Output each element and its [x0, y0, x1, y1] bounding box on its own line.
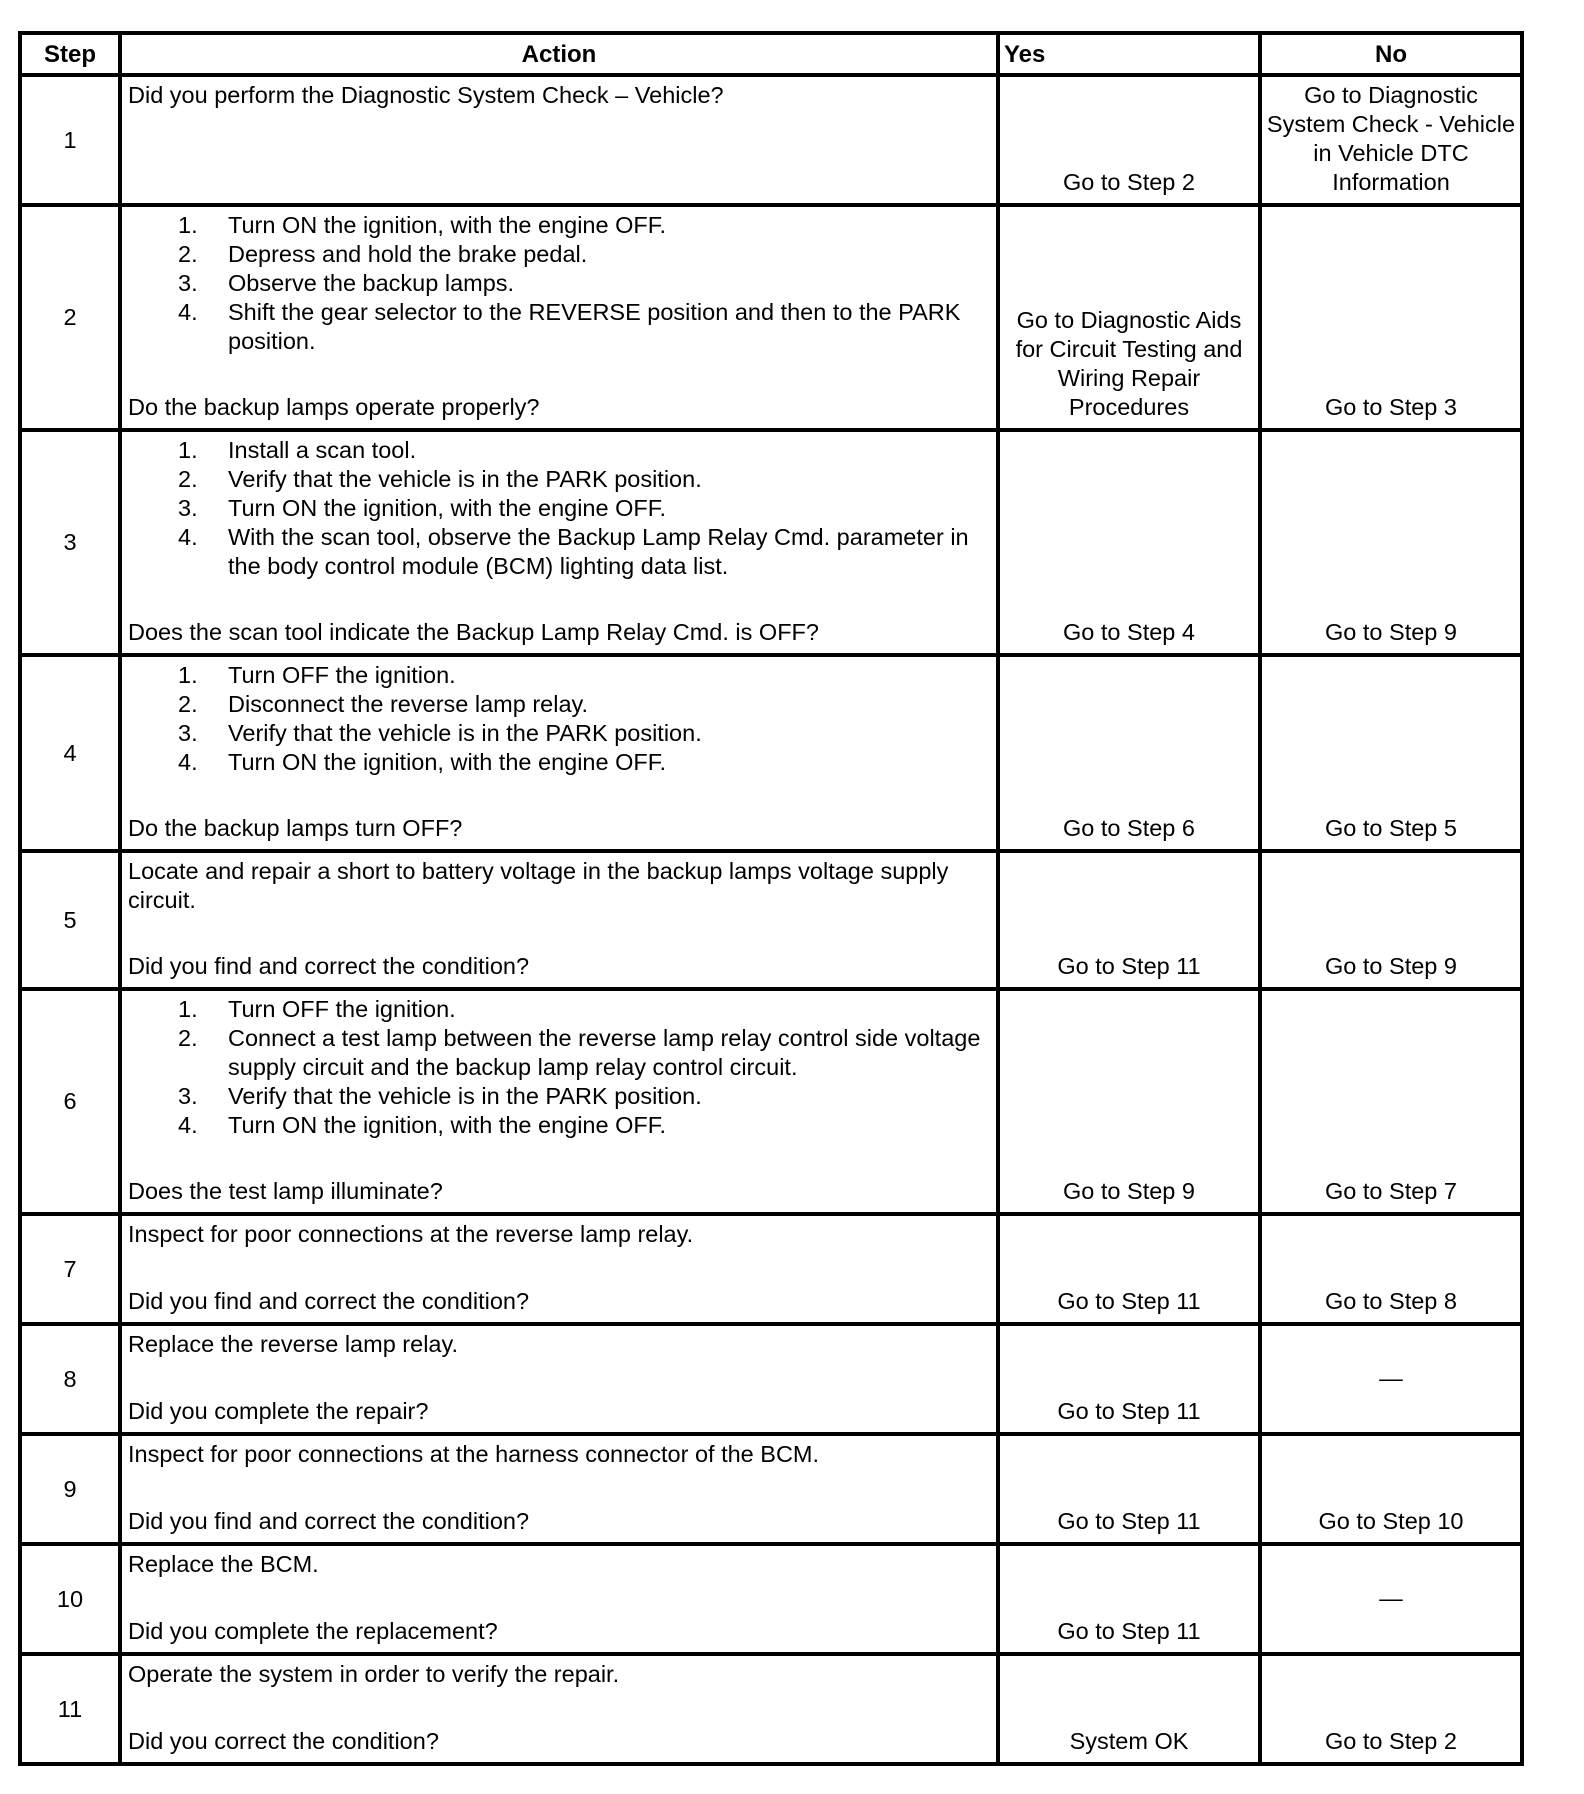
action-instruction: Inspect for poor connections at the reverse lamp relay.	[128, 1221, 694, 1247]
action-step-number: 2.	[178, 1025, 198, 1051]
action-step-item	[128, 1111, 988, 1140]
table-row	[20, 75, 1522, 205]
yes-outcome: Go to Step 11	[998, 1324, 1260, 1434]
action-step-number: 3.	[178, 495, 198, 521]
no-outcome: —	[1260, 1324, 1522, 1434]
header-row	[20, 33, 1522, 75]
table-row	[20, 1654, 1522, 1764]
no-outcome: Go to Step 9	[1260, 851, 1522, 989]
yes-outcome: Go to Step 11	[998, 1434, 1260, 1544]
action-step-item	[128, 523, 988, 581]
action-step-item	[128, 690, 988, 719]
no-outcome: —	[1260, 1544, 1522, 1654]
action-steps-list	[128, 661, 988, 777]
action-cell	[120, 1214, 998, 1324]
table-row	[20, 989, 1522, 1214]
action-step-item	[128, 719, 988, 748]
yes-outcome: System OK	[998, 1654, 1260, 1764]
action-step-number: 1.	[178, 437, 198, 463]
action-step-item	[128, 269, 988, 298]
step-number: 4	[20, 655, 120, 851]
table-row	[20, 205, 1522, 430]
action-step-number: 4.	[178, 299, 198, 325]
yes-outcome: Go to Step 2	[998, 75, 1260, 205]
table-row	[20, 1434, 1522, 1544]
step-number: 3	[20, 430, 120, 655]
action-step-item	[128, 995, 988, 1024]
action-step-text: Verify that the vehicle is in the PARK position.	[228, 1083, 702, 1109]
action-cell	[120, 1324, 998, 1434]
action-question: Do the backup lamps operate properly?	[128, 394, 540, 420]
table-body	[20, 75, 1522, 1764]
yes-outcome: Go to Diagnostic Aids for Circuit Testing and Wiring Repair Procedures	[998, 205, 1260, 430]
action-question: Did you find and correct the condition?	[128, 1508, 530, 1534]
table-row	[20, 1324, 1522, 1434]
action-instruction: Did you perform the Diagnostic System Check – Vehicle?	[128, 82, 724, 108]
action-instruction: Replace the reverse lamp relay.	[128, 1331, 459, 1357]
action-step-number: 2.	[178, 466, 198, 492]
step-number: 2	[20, 205, 120, 430]
action-step-text: Observe the backup lamps.	[228, 270, 515, 296]
no-outcome: Go to Step 9	[1260, 430, 1522, 655]
action-step-number: 2.	[178, 691, 198, 717]
action-step-number: 3.	[178, 720, 198, 746]
table-row	[20, 430, 1522, 655]
action-step-item	[128, 494, 988, 523]
action-step-number: 1.	[178, 212, 198, 238]
action-question: Did you complete the repair?	[128, 1398, 429, 1424]
action-cell	[120, 655, 998, 851]
yes-outcome: Go to Step 6	[998, 655, 1260, 851]
action-steps-list	[128, 436, 988, 581]
action-step-text: Verify that the vehicle is in the PARK position.	[228, 466, 702, 492]
no-outcome: Go to Step 3	[1260, 205, 1522, 430]
action-instruction: Inspect for poor connections at the harness connector of the BCM.	[128, 1441, 820, 1467]
step-number: 9	[20, 1434, 120, 1544]
action-step-number: 4.	[178, 1112, 198, 1138]
step-number: 1	[20, 75, 120, 205]
action-cell	[120, 1654, 998, 1764]
action-step-number: 4.	[178, 524, 198, 550]
no-outcome: Go to Diagnostic System Check - Vehicle in Vehicle DTC Information	[1260, 75, 1522, 205]
action-step-item	[128, 748, 988, 777]
no-outcome: Go to Step 7	[1260, 989, 1522, 1214]
step-number: 6	[20, 989, 120, 1214]
step-number: 5	[20, 851, 120, 989]
action-step-text: Turn ON the ignition, with the engine OFF.	[228, 212, 667, 238]
action-step-item	[128, 240, 988, 269]
table-row	[20, 1214, 1522, 1324]
action-instruction: Locate and repair a short to battery voltage in the backup lamps voltage supply circuit.	[128, 858, 949, 913]
action-step-text: Turn OFF the ignition.	[228, 662, 456, 688]
action-step-item	[128, 1024, 988, 1082]
action-cell	[120, 430, 998, 655]
action-step-item	[128, 661, 988, 690]
action-cell	[120, 75, 998, 205]
table-row	[20, 1544, 1522, 1654]
yes-outcome: Go to Step 9	[998, 989, 1260, 1214]
table-row	[20, 851, 1522, 989]
action-question: Did you correct the condition?	[128, 1728, 439, 1754]
action-cell	[120, 205, 998, 430]
diagnostic-table	[18, 31, 1524, 1766]
no-outcome: Go to Step 8	[1260, 1214, 1522, 1324]
action-cell	[120, 989, 998, 1214]
action-step-number: 2.	[178, 241, 198, 267]
action-step-item	[128, 1082, 988, 1111]
action-step-text: Turn OFF the ignition.	[228, 996, 456, 1022]
action-question: Did you find and correct the condition?	[128, 953, 530, 979]
action-question: Did you complete the replacement?	[128, 1618, 498, 1644]
table-row	[20, 655, 1522, 851]
action-step-text: Turn ON the ignition, with the engine OFF.	[228, 749, 667, 775]
action-step-item	[128, 298, 988, 356]
action-step-text: Verify that the vehicle is in the PARK position.	[228, 720, 702, 746]
action-steps-list	[128, 211, 988, 356]
yes-outcome: Go to Step 11	[998, 1544, 1260, 1654]
header-no: No	[1260, 33, 1522, 75]
action-step-number: 1.	[178, 996, 198, 1022]
no-outcome: Go to Step 2	[1260, 1654, 1522, 1764]
action-question: Do the backup lamps turn OFF?	[128, 815, 463, 841]
step-number: 8	[20, 1324, 120, 1434]
action-cell	[120, 1544, 998, 1654]
action-step-number: 3.	[178, 1083, 198, 1109]
yes-outcome: Go to Step 11	[998, 1214, 1260, 1324]
no-outcome: Go to Step 10	[1260, 1434, 1522, 1544]
action-step-text: Shift the gear selector to the REVERSE position and then to the PARK position.	[228, 299, 961, 354]
action-instruction: Replace the BCM.	[128, 1551, 319, 1577]
action-step-item	[128, 211, 988, 240]
action-step-text: Turn ON the ignition, with the engine OFF.	[228, 495, 667, 521]
action-step-number: 1.	[178, 662, 198, 688]
action-question: Did you find and correct the condition?	[128, 1288, 530, 1314]
yes-outcome: Go to Step 11	[998, 851, 1260, 989]
action-cell	[120, 1434, 998, 1544]
action-step-text: Disconnect the reverse lamp relay.	[228, 691, 589, 717]
action-step-item	[128, 465, 988, 494]
action-step-text: With the scan tool, observe the Backup Lamp Relay Cmd. parameter in the body control module (BCM) lighting data list.	[228, 524, 969, 579]
action-step-text: Depress and hold the brake pedal.	[228, 241, 588, 267]
action-step-number: 3.	[178, 270, 198, 296]
action-steps-list	[128, 995, 988, 1140]
step-number: 10	[20, 1544, 120, 1654]
action-step-text: Turn ON the ignition, with the engine OFF.	[228, 1112, 667, 1138]
action-question: Does the test lamp illuminate?	[128, 1178, 443, 1204]
action-step-text: Connect a test lamp between the reverse lamp relay control side voltage supply circuit and the backup lamp relay control circuit.	[228, 1025, 981, 1080]
action-step-number: 4.	[178, 749, 198, 775]
yes-outcome: Go to Step 4	[998, 430, 1260, 655]
action-step-text: Install a scan tool.	[228, 437, 417, 463]
header-yes: Yes	[998, 33, 1260, 75]
action-instruction: Operate the system in order to verify the repair.	[128, 1661, 620, 1687]
action-step-item	[128, 436, 988, 465]
header-step: Step	[20, 33, 120, 75]
no-outcome: Go to Step 5	[1260, 655, 1522, 851]
action-question: Does the scan tool indicate the Backup Lamp Relay Cmd. is OFF?	[128, 619, 819, 645]
header-action: Action	[120, 33, 998, 75]
diagnostic-table-sheet	[18, 31, 1520, 1766]
action-cell	[120, 851, 998, 989]
step-number: 11	[20, 1654, 120, 1764]
step-number: 7	[20, 1214, 120, 1324]
